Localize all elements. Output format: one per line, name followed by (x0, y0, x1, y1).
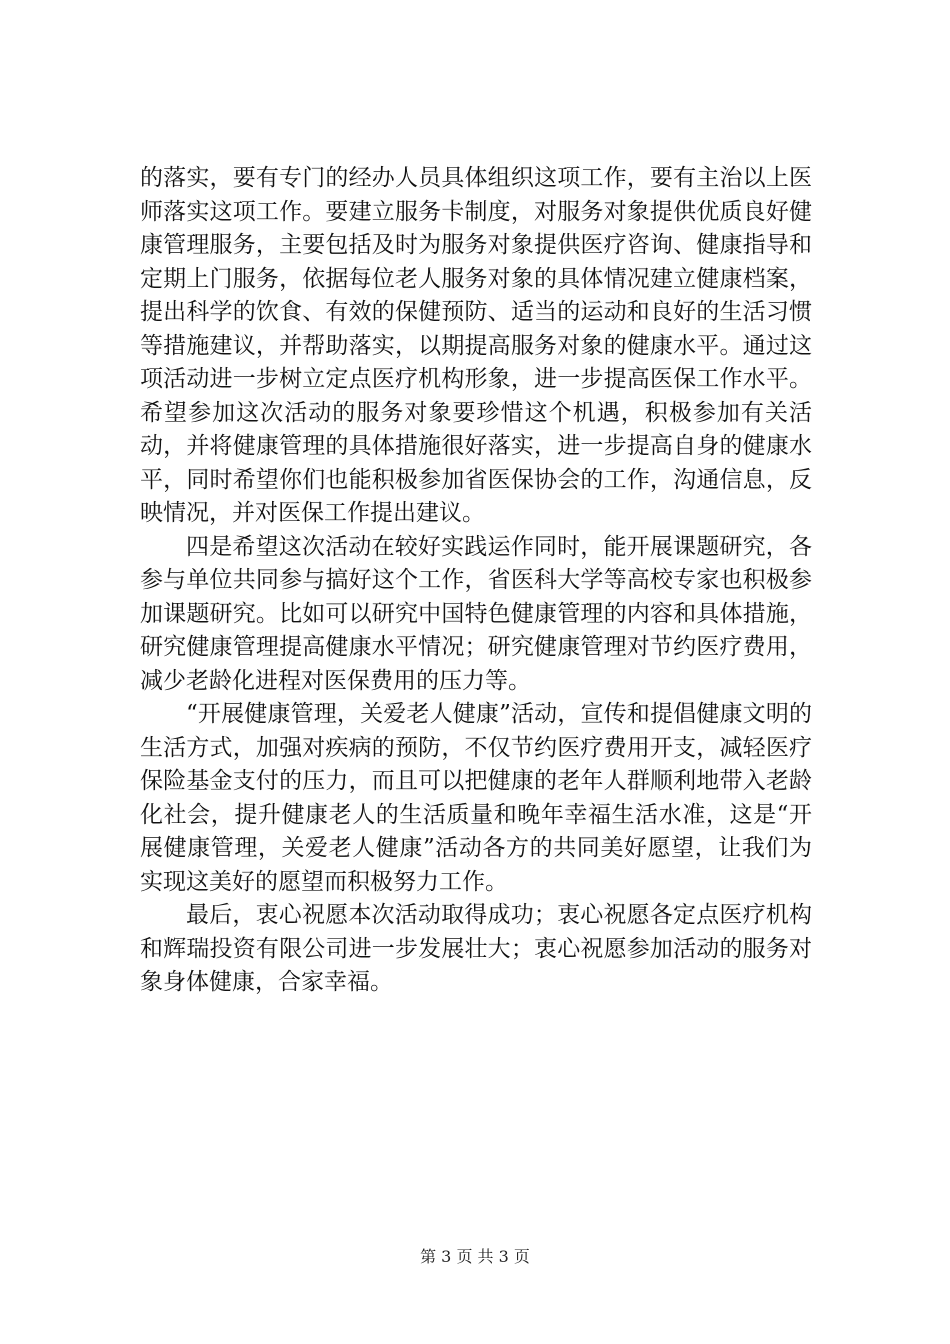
paragraph-research: 四是希望这次活动在较好实践运作同时，能开展课题研究，各参与单位共同参与搞好这个工作，省医科大学等高校专家也积极参加课题研究。比如可以研究中国特色健康管理的内容和具体措施，研究健康管理提高健康水平情况；研究健康管理对节约医疗费用，减少老龄化进程对医保费用的压力等。 (140, 533, 812, 694)
document-body (140, 162, 812, 1000)
paragraph-continuation: 的落实，要有专门的经办人员具体组织这项工作，要有主治以上医师落实这项工作。要建立服务卡制度，对服务对象提供优质良好健康管理服务，主要包括及时为服务对象提供医疗咨询、健康指导和定期上门服务，依据每位老人服务对象的具体情况建立健康档案，提出科学的饮食、有效的保健预防、适当的运动和良好的生活习惯等措施建议，并帮助落实，以期提高服务对象的健康水平。通过这项活动进一步树立定点医疗机构形象，进一步提高医保工作水平。希望参加这次活动的服务对象要珍惜这个机遇，积极参加有关活动，并将健康管理的具体措施很好落实，进一步提高自身的健康水平，同时希望你们也能积极参加省医保协会的工作，沟通信息，反映情况，并对医保工作提出建议。 (140, 165, 812, 526)
page-number-footer: 第 3 页 共 3 页 (420, 1247, 530, 1266)
paragraph-closing: 最后，衷心祝愿本次活动取得成功；衷心祝愿各定点医疗机构和辉瑞投资有限公司进一步发展壮大；衷心祝愿参加活动的服务对象身体健康，合家幸福。 (140, 902, 812, 995)
paragraph-campaign: “开展健康管理，关爱老人健康”活动，宣传和提倡健康文明的生活方式，加强对疾病的预防，不仅节约医疗费用开支，减轻医疗保险基金支付的压力，而且可以把健康的老年人群顺利地带入老龄化社会，提升健康老人的生活质量和晚年幸福生活水准，这是“开展健康管理，关爱老人健康”活动各方的共同美好愿望，让我们为实现这美好的愿望而积极努力工作。 (140, 701, 812, 895)
